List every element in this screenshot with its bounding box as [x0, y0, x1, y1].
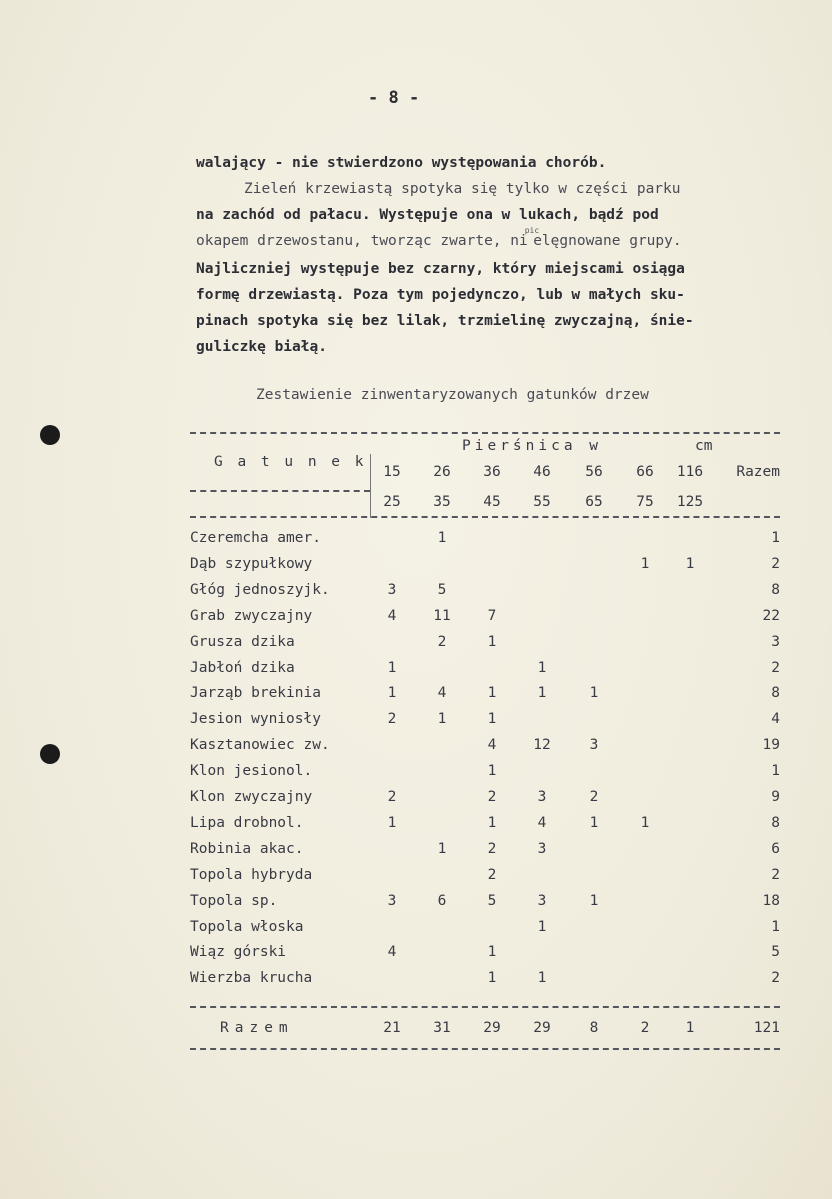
table-row [190, 841, 780, 867]
cell-value: 3 [537, 789, 547, 805]
species-name: Wiąz górski [190, 944, 287, 961]
header-from-6: 116 [676, 464, 704, 480]
cell-value: 1 [589, 814, 599, 831]
header-to-2: 45 [483, 494, 501, 510]
species-name: Grusza dzika [190, 633, 295, 650]
punch-hole-bottom [40, 744, 60, 764]
cell-value: 3 [387, 581, 397, 598]
table-row [190, 685, 780, 711]
row-total: 6 [771, 840, 780, 857]
species-name: Jabłoń dzika [190, 659, 295, 676]
species-name: Klon zwyczajny [190, 789, 313, 805]
cell-value: 1 [387, 685, 397, 702]
header-from-4: 56 [585, 464, 603, 480]
para-line-7: pinach spotyka się bez lilak, trzmielinę zwyczajną, śnie- [196, 313, 694, 329]
species-name: Klon jesionol. [190, 763, 313, 780]
row-total: 4 [771, 711, 780, 728]
cell-value: 12 [533, 737, 551, 754]
cell-value: 31 [433, 1020, 451, 1037]
table-row [190, 660, 780, 686]
cell-value: 2 [487, 789, 497, 805]
header-divider [370, 454, 371, 518]
header-to-5: 75 [636, 494, 654, 510]
species-name: Grab zwyczajny [190, 607, 313, 624]
table-row [190, 893, 780, 919]
cell-value: 1 [589, 685, 599, 702]
table-row [190, 634, 780, 660]
table-row [190, 815, 780, 841]
row-total: 8 [771, 685, 780, 702]
row-total: 5 [771, 944, 780, 961]
cell-value: 1 [387, 659, 397, 676]
table-row [190, 582, 780, 608]
para-line-3: na zachód od pałacu. Występuje ona w lukach, bądź pod [196, 207, 659, 223]
table-row [190, 737, 780, 763]
header-to-1: 35 [433, 494, 451, 510]
table-row [190, 867, 780, 893]
header-from-2: 36 [483, 464, 501, 480]
cell-value: 1 [487, 970, 497, 987]
sum-rule-bottom [190, 1048, 780, 1050]
header-from-3: 46 [533, 464, 551, 480]
row-total: 1 [771, 918, 780, 935]
para-line-6: formę drzewiastą. Poza tym pojedynczo, lub w małych sku- [196, 287, 685, 303]
cell-value: 4 [387, 607, 397, 624]
species-name: Głóg jednoszyjk. [190, 581, 330, 598]
row-total: 9 [771, 789, 780, 805]
row-total: 2 [771, 970, 780, 987]
cell-value: 1 [537, 659, 547, 676]
cell-value: 1 [437, 840, 447, 857]
table-row [190, 970, 780, 996]
species-name: Jarząb brekinia [190, 685, 321, 702]
para-line-4: okapem drzewostanu, tworząc zwarte, $ni^{pic}elęgnowane$ grupy. [196, 226, 682, 249]
species-name: Czeremcha amer. [190, 530, 321, 546]
cell-value: 4 [487, 737, 497, 754]
page-number: - 8 - [368, 88, 420, 108]
header-cm: cm [695, 438, 713, 454]
cell-value: 29 [533, 1020, 551, 1037]
row-total: 121 [753, 1020, 780, 1037]
para-line-1: walający - nie stwierdzono występowania chorób. [196, 155, 607, 171]
cell-value: 3 [589, 737, 599, 754]
cell-value: 21 [383, 1020, 401, 1037]
cell-value: 2 [487, 840, 497, 857]
cell-value: 1 [437, 711, 447, 728]
table-row [190, 763, 780, 789]
para-line-2: Zieleń krzewiastą spotyka się tylko w części parku [244, 181, 681, 197]
header-gatunek: G a t u n e k [214, 454, 367, 470]
row-total: 8 [771, 814, 780, 831]
cell-value: 1 [437, 530, 447, 546]
cell-value: 1 [487, 633, 497, 650]
cell-value: 4 [387, 944, 397, 961]
cell-value: 2 [487, 866, 497, 883]
table-row [190, 556, 780, 582]
header-from-0: 15 [383, 464, 401, 480]
row-total: 3 [771, 633, 780, 650]
row-total: 2 [771, 866, 780, 883]
cell-value: 1 [640, 814, 650, 831]
table-row [190, 919, 780, 945]
cell-value: 29 [483, 1020, 501, 1037]
cell-value: 11 [433, 607, 451, 624]
cell-value: 1 [685, 555, 695, 572]
header-total: Razem [736, 464, 780, 480]
cell-value: 1 [487, 685, 497, 702]
table-rule-top [190, 432, 780, 434]
row-total: 2 [771, 659, 780, 676]
cell-value: 2 [589, 789, 599, 805]
header-to-6: 125 [676, 494, 704, 510]
cell-value: 1 [685, 1020, 695, 1037]
cell-value: 4 [537, 814, 547, 831]
cell-value: 1 [640, 555, 650, 572]
header-rule-bottom [190, 516, 780, 518]
header-to-3: 55 [533, 494, 551, 510]
species-name: Lipa drobnol. [190, 814, 304, 831]
cell-value: 1 [537, 918, 547, 935]
species-name: Topola sp. [190, 892, 278, 909]
cell-value: 8 [589, 1020, 599, 1037]
row-total: 8 [771, 581, 780, 598]
cell-value: 1 [487, 944, 497, 961]
row-total: 1 [771, 763, 780, 780]
header-rule-left [190, 490, 370, 492]
species-name: Topola hybryda [190, 866, 313, 883]
table-caption: Zestawienie zinwentaryzowanych gatunków drzew [256, 387, 649, 403]
cell-value: 1 [537, 685, 547, 702]
table-row [190, 944, 780, 970]
cell-value: 1 [487, 711, 497, 728]
species-table [190, 424, 780, 1064]
row-total: 1 [771, 530, 780, 546]
cell-value: 2 [437, 633, 447, 650]
cell-value: 6 [437, 892, 447, 909]
species-name: Dąb szypułkowy [190, 555, 313, 572]
header-piersnica: Pierśnica w [462, 438, 603, 454]
header-from-1: 26 [433, 464, 451, 480]
cell-value: 3 [537, 892, 547, 909]
para-line-8: guliczkę białą. [196, 339, 327, 355]
row-total: 2 [771, 555, 780, 572]
table-row [190, 711, 780, 737]
cell-value: 7 [487, 607, 497, 624]
cell-value: 1 [487, 814, 497, 831]
cell-value: 3 [537, 840, 547, 857]
row-total: 18 [762, 892, 780, 909]
cell-value: 4 [437, 685, 447, 702]
header-to-4: 65 [585, 494, 603, 510]
cell-value: 2 [387, 789, 397, 805]
species-name: Topola włoska [190, 918, 304, 935]
table-sum-row [190, 1020, 780, 1046]
species-name: Wierzba krucha [190, 970, 313, 987]
body-paragraph [196, 150, 786, 360]
species-name: Jesion wyniosły [190, 711, 321, 728]
cell-value: 2 [640, 1020, 650, 1037]
cell-value: 5 [437, 581, 447, 598]
cell-value: 1 [487, 763, 497, 780]
cell-value: 2 [387, 711, 397, 728]
cell-value: 1 [589, 892, 599, 909]
sum-rule-top [190, 1006, 780, 1008]
cell-value: 1 [537, 970, 547, 987]
row-total: 22 [762, 607, 780, 624]
table-row [190, 530, 780, 556]
sum-label: Razem [220, 1020, 294, 1037]
header-from-5: 66 [636, 464, 654, 480]
cell-value: 5 [487, 892, 497, 909]
table-row [190, 608, 780, 634]
species-name: Kasztanowiec zw. [190, 737, 330, 754]
table-row [190, 789, 780, 815]
header-to-0: 25 [383, 494, 401, 510]
species-name: Robinia akac. [190, 840, 304, 857]
row-total: 19 [762, 737, 780, 754]
cell-value: 1 [387, 814, 397, 831]
handwritten-insertion: pic [524, 226, 540, 235]
cell-value: 3 [387, 892, 397, 909]
punch-hole-top [40, 425, 60, 445]
para-line-5: Najliczniej występuje bez czarny, który miejscami osiąga [196, 261, 685, 277]
